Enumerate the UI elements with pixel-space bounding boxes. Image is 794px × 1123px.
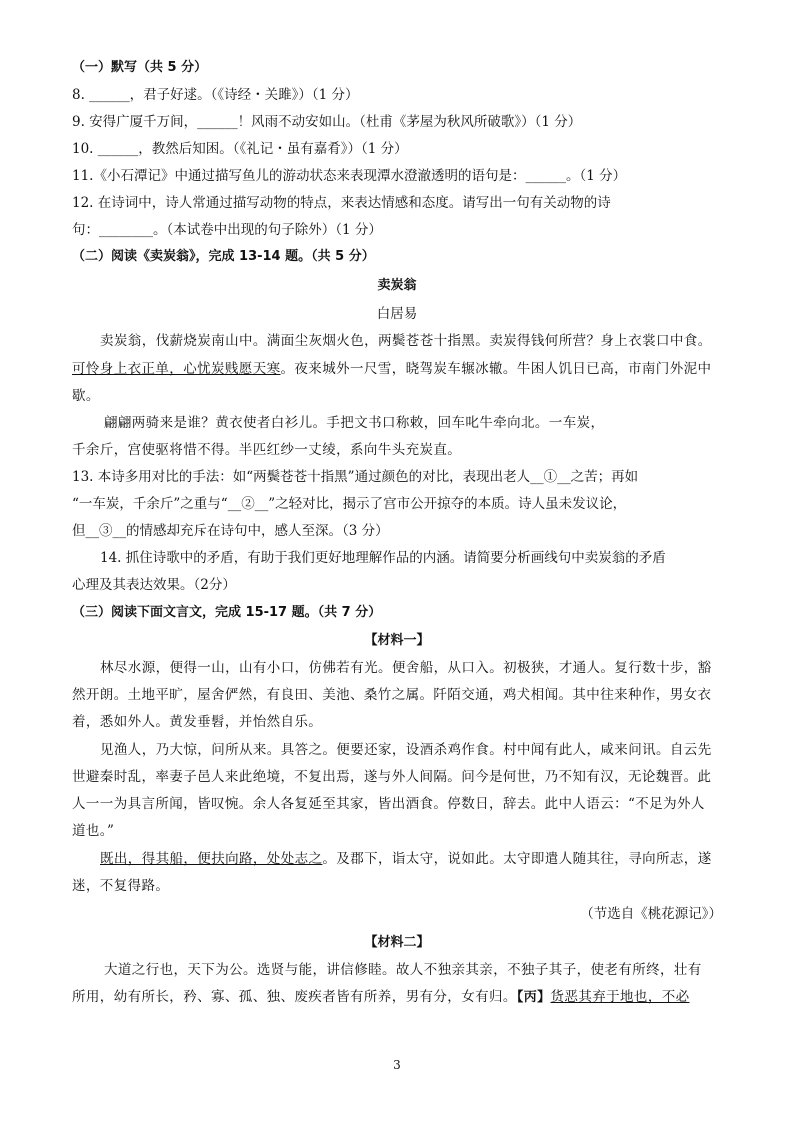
material-1-title: 【材料一】	[364, 633, 430, 648]
section-1-title: （一）默写（共 5 分）	[72, 60, 208, 75]
section-2-title: （二）阅读《卖炭翁》，完成 13-14 题。（共 5 分）	[72, 249, 375, 264]
material-1-line: 见渔人，乃大惊，问所从来。具答之。便要还家，设酒杀鸡作食。村中闻有此人，咸来问讯。自云先	[100, 742, 712, 758]
tag-bing: 【丙】	[516, 990, 551, 1005]
poem-title: 卖炭翁	[377, 278, 417, 293]
material-1-line	[100, 849, 712, 869]
question-13-line-1	[72, 467, 638, 487]
underlined-sentence: 货恶其弃于地也，不必	[550, 989, 690, 1005]
poem-paragraph-1-line-3: 歇。	[72, 388, 100, 404]
q13-text: 但	[72, 523, 86, 539]
underlined-poem-line: 可怜身上衣正单，心忧炭贱愿天寒	[72, 361, 281, 377]
poem-paragraph-2-line-1: 翩翩两骑来是谁？黄衣使者白衫儿。手把文书口称敕，回车叱牛牵向北。一车炭，	[104, 415, 605, 431]
poem-paragraph-2-line-2: 千余斤，宫使驱将惜不得。半匹红纱一丈绫，系向牛头充炭直。	[72, 442, 462, 458]
q13-text: 之苦；再如	[570, 469, 639, 485]
section-3-title: （三）阅读下面文言文，完成 15-17 题。（共 7 分）	[72, 605, 382, 620]
question-9: 9. 安得广厦千万间，______！风雨不动安如山。（杜甫《茅屋为秋风所破歌》）（1 分）	[72, 114, 582, 130]
q13-text: “一车炭，千余斤”之重与“	[72, 496, 228, 512]
blank-3: __③__	[85, 523, 126, 539]
material-1-line: 林尽水源，便得一山，山有小口，仿佛若有光。便舍船，从口入。初极狭，才通人。复行数十步，豁	[100, 660, 712, 676]
page-number: 3	[393, 1058, 401, 1072]
question-12-line-1: 12. 在诗词中，诗人常通过描写动物的特点，来表达情感和态度。请写出一句有关动物的诗	[72, 195, 611, 211]
question-10: 10. ______，教然后知困。（《礼记・虽有嘉肴》）（1 分）	[72, 141, 408, 157]
material-1-line: 迷，不复得路。	[72, 878, 170, 894]
question-11: 11.《小石潭记》中通过描写鱼儿的游动状态来表现潭水澄澈透明的语句是：______。（1 分）	[72, 168, 627, 184]
material-1-line: 人一一为具言所闻，皆叹惋。余人各复延至其家，皆出酒食。停数日，辞去。此中人语云：“不足为外人	[72, 796, 705, 812]
material-1-line: 道也。”	[72, 823, 115, 839]
poem-text: 。夜来城外一尺雪，晓驾炭车辗冰辙。牛困人饥日已高，市南门外泥中	[280, 361, 712, 377]
material-2-title: 【材料二】	[364, 935, 430, 950]
material-1-text: 。及郡下，诣太守，说如此。太守即遣人随其往，寻向所志，遂	[322, 851, 712, 867]
material-1-line: 着，悉如外人。黄发垂髫，并怡然自乐。	[72, 714, 323, 730]
q13-text: 的情感却充斥在诗句中，感人至深。（3 分）	[126, 523, 389, 539]
q13-text: 13. 本诗多用对比的手法：如“两鬓苍苍十指黑”通过颜色的对比，表现出老人	[72, 469, 531, 485]
question-13-line-3	[72, 521, 389, 541]
poem-paragraph-1-line-2	[72, 359, 711, 379]
blank-2: __②__	[227, 496, 269, 512]
material-2-line: 大道之行也，天下为公。选贤与能，讲信修睦。故人不独亲其亲，不独子其子，使老有所终，壮有	[104, 962, 702, 978]
material-1-line: 世避秦时乱，率妻子邑人来此绝境，不复出焉，遂与外人间隔。问今是何世，乃不知有汉，无论魏晋。此	[72, 769, 712, 785]
question-14-line-2: 心理及其表达效果。（2分）	[72, 577, 236, 593]
question-8: 8. ______，君子好逑。（《诗经・关雎》）（1 分）	[72, 87, 359, 103]
material-2-text: 所用，幼有所长，矜、寡、孤、独、废疾者皆有所养，男有分，女有归。	[72, 989, 517, 1005]
poem-paragraph-1-line-1: 卖炭翁，伐薪烧炭南山中。满面尘灰烟火色，两鬓苍苍十指黑。卖炭得钱何所营？身上衣裳口中食。	[100, 333, 712, 349]
poem-author: 白居易	[376, 306, 418, 322]
question-14-line-1: 14. 抓住诗歌中的矛盾，有助于我们更好地理解作品的内涵。请简要分析画线句中卖炭翁的矛盾	[100, 550, 666, 566]
material-1-source: （节选自《桃花源记》）	[580, 906, 722, 922]
question-13-line-2	[72, 494, 626, 514]
underlined-sentence: 既出，得其船，便扶向路，处处志之	[100, 851, 323, 867]
q13-text: ”之轻对比，揭示了宫市公开掠夺的本质。诗人虽未发议论，	[268, 496, 627, 512]
blank-1: __①__	[530, 469, 571, 485]
material-1-line: 然开朗。土地平旷，屋舍俨然，有良田、美池、桑竹之属。阡陌交通，鸡犬相闻。其中往来种作，男女衣	[72, 687, 712, 703]
material-2-line	[72, 987, 690, 1008]
question-12-line-2: 句：________。（本试卷中出现的句子除外）（1 分）	[72, 222, 382, 238]
